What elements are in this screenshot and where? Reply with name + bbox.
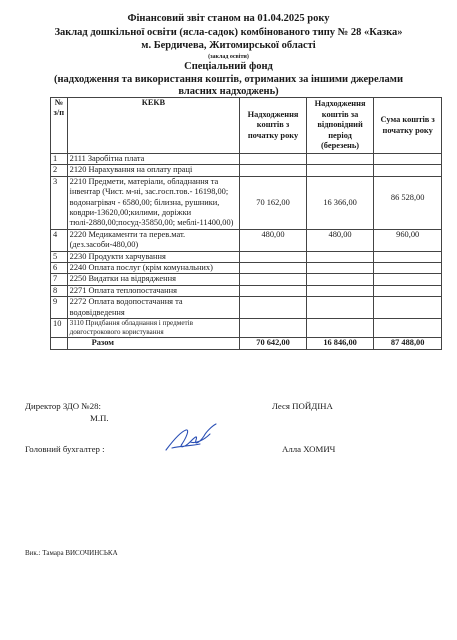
- row-value-c: [374, 154, 442, 165]
- row-value-a: 70 162,00: [240, 176, 307, 229]
- report-title: Фінансовий звіт станом на 01.04.2025 року: [127, 13, 330, 24]
- row-kekv: 2272 Оплата водопостачання та водовідведення: [67, 297, 240, 319]
- total-value-a: 70 642,00: [240, 338, 307, 349]
- table-total-row: [51, 338, 442, 349]
- row-value-b: [306, 319, 374, 338]
- row-value-c: [374, 285, 442, 296]
- accountant-name: Алла ХОМИЧ: [282, 444, 336, 454]
- executor-note: Вик.: Тамара ВИСОЧИНСЬКА: [25, 549, 118, 557]
- report-table: [50, 97, 442, 350]
- row-kekv: 2220 Медикаменти та перев.мат. (дез.засоби-480,00): [67, 229, 240, 251]
- director-title: Директор ЗДО №28:: [25, 401, 101, 411]
- header-kekv: КЕКВ: [67, 98, 240, 154]
- row-value-c: [374, 297, 442, 319]
- row-value-b: [306, 285, 374, 296]
- stamp-label: М.П.: [90, 413, 109, 423]
- row-kekv: 3110 Придбання обладнання і предметів довгострокового користування: [67, 319, 240, 338]
- row-value-a: [240, 319, 307, 338]
- row-value-c: 960,00: [374, 229, 442, 251]
- row-value-b: [306, 263, 374, 274]
- total-value-b: 16 846,00: [306, 338, 374, 349]
- table-row: [51, 297, 442, 319]
- row-kekv: 2271 Оплата теплопостачання: [67, 285, 240, 296]
- fund-subtitle-line2: власних надходжень): [178, 86, 279, 97]
- total-value-c: 87 488,00: [374, 338, 442, 349]
- table-row: [51, 165, 442, 176]
- accountant-title: Головний бухгалтер :: [25, 444, 105, 454]
- header-sum-year: Сума коштів з початку року: [374, 98, 442, 154]
- row-kekv: 2240 Оплата послуг (крім комунальних): [67, 263, 240, 274]
- row-value-b: [306, 297, 374, 319]
- table-row: [51, 229, 442, 251]
- total-label: Разом: [67, 338, 240, 349]
- row-value-c: [374, 263, 442, 274]
- row-value-c: [374, 165, 442, 176]
- fund-title: Спеціальний фонд: [184, 61, 273, 72]
- row-kekv: 2230 Продукти харчування: [67, 251, 240, 262]
- row-value-c: [374, 251, 442, 262]
- row-value-b: [306, 154, 374, 165]
- row-value-a: [240, 285, 307, 296]
- header-receipts-period: Надходження коштів за відповідний період (березень): [306, 98, 374, 154]
- row-value-a: [240, 251, 307, 262]
- row-value-c: [374, 274, 442, 285]
- row-value-a: [240, 263, 307, 274]
- table-row: [51, 319, 442, 338]
- row-kekv: 2111 Заробітна плата: [67, 154, 240, 165]
- row-value-a: 480,00: [240, 229, 307, 251]
- row-num: 10: [51, 319, 68, 338]
- row-value-a: [240, 165, 307, 176]
- row-num: 2: [51, 165, 68, 176]
- institution-name: Заклад дошкільної освіти (ясла-садок) комбінованого типу № 28 «Казка»: [54, 27, 403, 38]
- table-row: [51, 251, 442, 262]
- header-num: № з/п: [51, 98, 68, 154]
- row-num: 8: [51, 285, 68, 296]
- row-value-b: [306, 251, 374, 262]
- table-row: [51, 274, 442, 285]
- row-num: 4: [51, 229, 68, 251]
- row-value-b: [306, 274, 374, 285]
- table-row: [51, 263, 442, 274]
- table-row: [51, 176, 442, 229]
- row-value-a: [240, 154, 307, 165]
- row-value-b: [306, 165, 374, 176]
- table-header-row: [51, 98, 442, 154]
- row-num: 7: [51, 274, 68, 285]
- total-num-cell: [51, 338, 68, 349]
- institution-city: м. Бердичева, Житомирської області: [141, 40, 316, 51]
- row-num: 3: [51, 176, 68, 229]
- row-kekv: 2120 Нарахування на оплату праці: [67, 165, 240, 176]
- accountant-signature: [160, 420, 222, 458]
- row-num: 6: [51, 263, 68, 274]
- row-num: 9: [51, 297, 68, 319]
- row-value-a: [240, 297, 307, 319]
- institution-caption: (заклад освіти): [208, 54, 249, 60]
- row-value-c: [374, 319, 442, 338]
- fund-subtitle-line1: (надходження та використання коштів, отриманих за іншими джерелами: [54, 74, 403, 85]
- table-row: [51, 154, 442, 165]
- row-value-b: 480,00: [306, 229, 374, 251]
- row-kekv: 2250 Видатки на відрядження: [67, 274, 240, 285]
- row-value-a: [240, 274, 307, 285]
- row-value-b: 16 366,00: [306, 176, 374, 229]
- table-row: [51, 285, 442, 296]
- row-num: 1: [51, 154, 68, 165]
- header-receipts-year: Надходження коштів з початку року: [240, 98, 307, 154]
- row-value-c: 86 528,00: [374, 176, 442, 229]
- row-kekv: 2210 Предмети, матеріали, обладнання та інвентар (Чист. м-ні, зас.госп.тов.- 16198,00; водонагрівач - 6580,00; білизна, рушники, ковдри-13620,00;килими, доріжки тюлі-2880,00;посуд-35850,00; меблі-11400,00): [67, 176, 240, 229]
- director-name: Леся ПОЙДІНА: [272, 401, 333, 411]
- row-num: 5: [51, 251, 68, 262]
